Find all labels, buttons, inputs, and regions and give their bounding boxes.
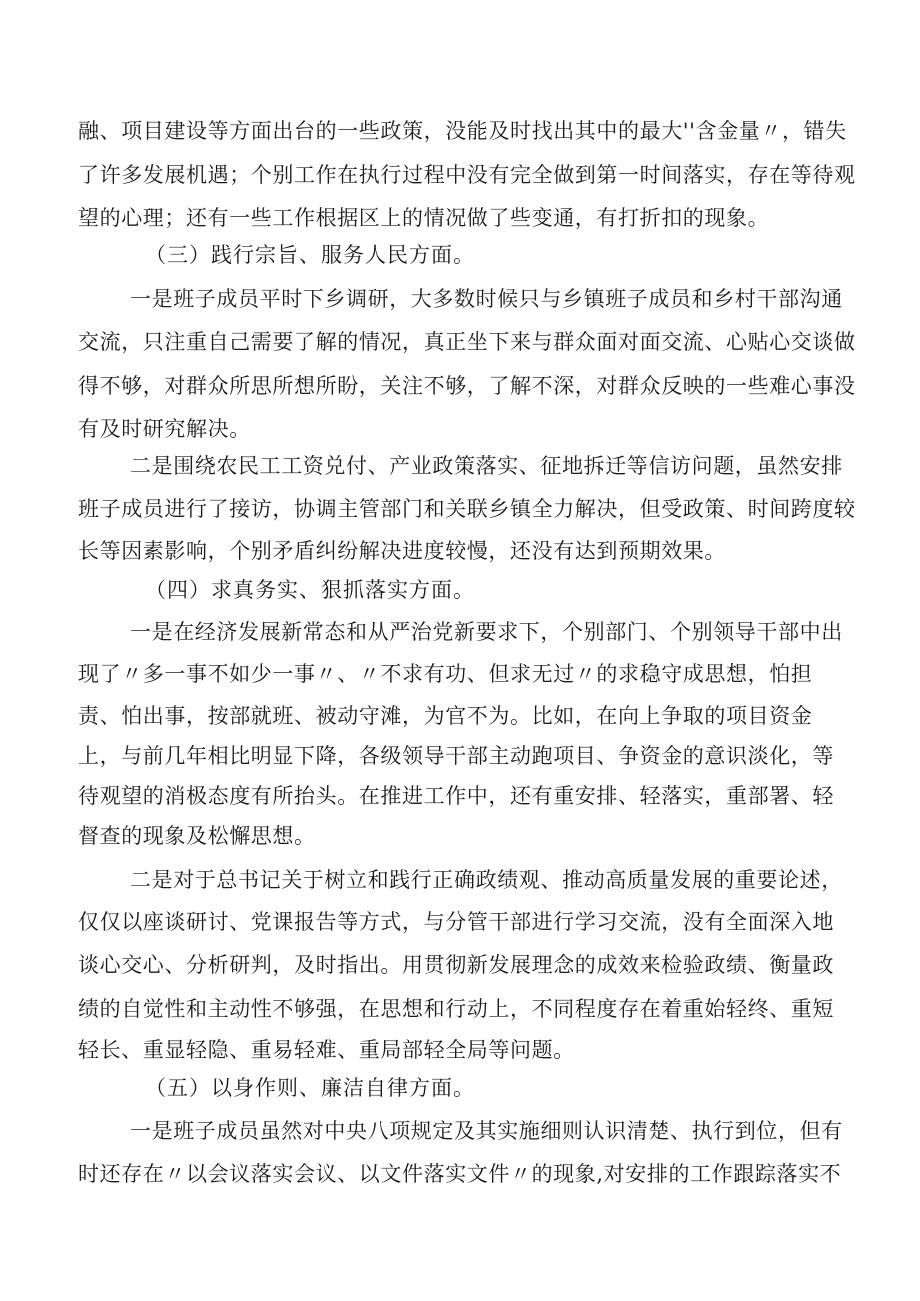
text-line: 时还存在〃以会议落实会议、以文件落实文件〃的现象,对安排的工作跟踪落实不 [78,1162,842,1186]
text-line: 待观望的消极态度有所抬头。在推进工作中，还有重安排、轻落实，重部署、轻 [78,784,834,808]
text-line: 谈心交心、分析研判，及时指出。用贯彻新发展理念的成效来检验政绩、衡量政 [78,953,834,977]
section-heading: （五）以身作则、廉洁自律方面。 [145,1076,475,1100]
text-line: 融、项目建设等方面出台的一些政策，没能及时找出其中的最大''含金量〃，错失 [78,119,847,143]
section-heading: （三）践行宗旨、服务人民方面。 [145,243,475,267]
text-line: 一是班子成员虽然对中央八项规定及其实施细则认识清楚、执行到位，但有 [130,1119,843,1143]
text-line: 二是围绕农民工工资兑付、产业政策落实、征地拆迁等信访问题，虽然安排 [130,454,843,478]
text-line: 现了〃多一事不如少一事〃、〃不求有功、但求无过〃的求稳守成思想，怕担 [78,662,813,686]
text-line: 一是班子成员平时下乡调研，大多数时候只与乡镇班子成员和乡村干部沟通 [130,287,843,311]
text-line: 一是在经济发展新常态和从严治党新要求下，个别部门、个别领导干部中出 [130,620,843,644]
text-line: 轻长、重显轻隐、重易轻难、重局部轻全局等问题。 [78,1038,575,1062]
text-line: 有及时研究解决。 [78,417,251,441]
text-line: 了许多发展机遇；个别工作在执行过程中没有完全做到第一时间落实，存在等待观 [78,163,856,187]
section-heading: （四）求真务实、狠抓落实方面。 [145,578,475,602]
text-line: 交流，只注重自己需要了解的情况，真正坐下来与群众面对面交流、心贴心交谈做 [78,330,856,354]
text-line: 责、怕出事，按部就班、被动守滩，为官不为。比如，在向上争取的项目资金 [78,704,813,728]
text-line: 班子成员进行了接访，协调主管部门和关联乡镇全力解决，但受政策、时间跨度较 [78,497,856,521]
text-line: 仅仅以座谈研讨、党课报告等方式，与分管干部进行学习交流，没有全面深入地 [78,910,834,934]
text-line: 得不够，对群众所思所想所盼，关注不够，了解不深，对群众反映的一些难心事没 [78,374,856,398]
text-line: 上，与前几年相比明显下降，各级领导干部主动跑项目、争资金的意识淡化，等 [78,744,834,768]
text-line: 督查的现象及松懈思想。 [78,824,316,848]
text-line: 绩的自觉性和主动性不够强，在思想和行动上，不同程度存在着重始轻终、重短 [78,997,834,1021]
text-line: 长等因素影响，个别矛盾纠纷解决进度较慢，还没有达到预期效果。 [78,539,726,563]
text-line: 二是对于总书记关于树立和践行正确政绩观、推动高质量发展的重要论述， [130,868,843,892]
text-line: 望的心理；还有一些工作根据区上的情况做了些变通，有打折扣的现象。 [78,206,770,230]
